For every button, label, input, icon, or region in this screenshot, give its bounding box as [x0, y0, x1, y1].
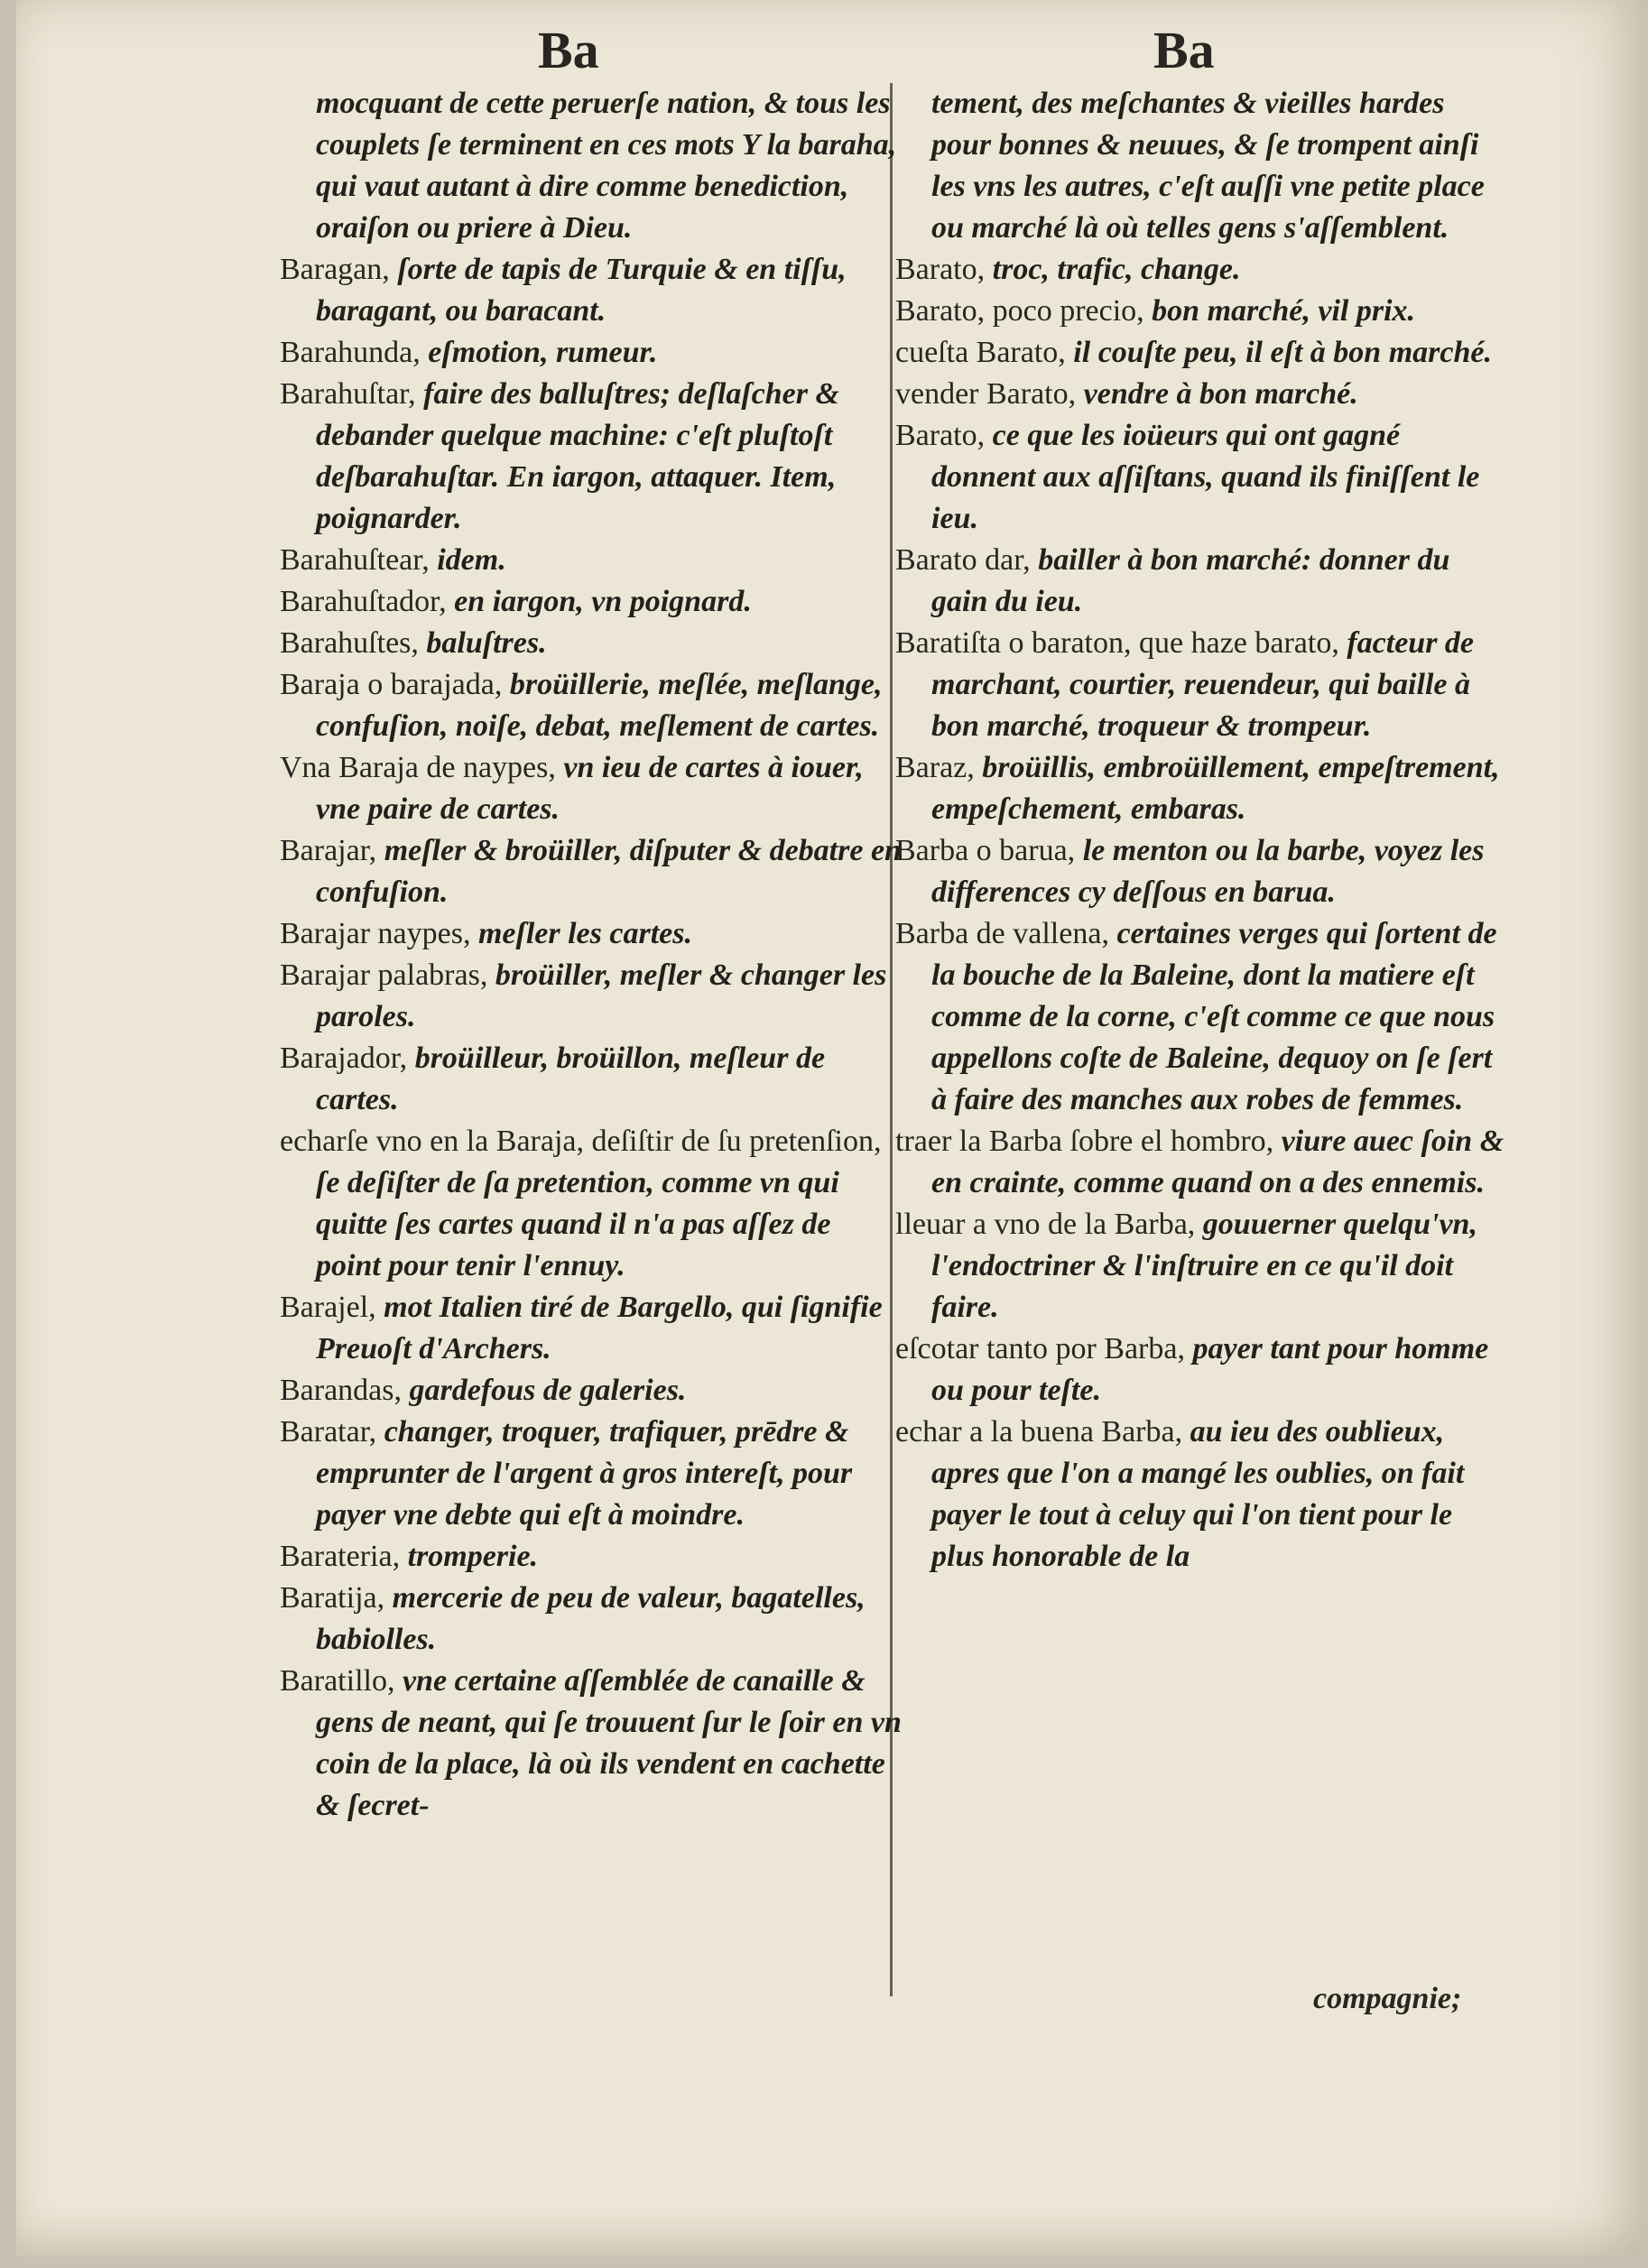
dictionary-entry	[280, 913, 903, 955]
entry-headword: Barahuſtear,	[280, 543, 430, 577]
entry-headword: vender Barato,	[895, 377, 1077, 411]
dictionary-entry	[895, 1328, 1509, 1412]
entry-definition: bailler à bon marché: donner du gain du ieu.	[931, 543, 1450, 618]
entry-definition: bon marché, vil prix.	[1152, 294, 1416, 328]
entry-definition: vne certaine aſſemblée de canaille & gens de neant, qui ſe trouuent ſur le ſoir en vn coin de la place, là où ils vendent en cachette & ſecret-	[316, 1664, 902, 1822]
entry-definition: meſler les cartes.	[477, 917, 692, 950]
entry-headword: Barateria,	[280, 1540, 401, 1573]
entry-definition: meſler & broüiller, diſputer & debatre en confuſion.	[316, 834, 902, 909]
dictionary-entry	[280, 540, 903, 581]
entry-definition: mot Italien tiré de Bargello, qui ſignifie Preuoſt d'Archers.	[316, 1291, 883, 1365]
entry-headword: Barato,	[895, 253, 986, 286]
entry-definition: au ieu des oublieux, apres que l'on a mangé les oublies, on fait payer le tout à celuy qui l'on tient pour le plus honorable de la	[931, 1415, 1465, 1573]
entry-headword: Barahuſtar,	[280, 377, 416, 411]
dictionary-entry	[280, 83, 903, 249]
dictionary-page	[16, 0, 1641, 2256]
entry-headword: eſcotar tanto por Barba,	[895, 1332, 1185, 1365]
entry-definition: troc, trafic, change.	[992, 253, 1241, 286]
dictionary-entry	[280, 1412, 903, 1536]
entry-headword: Barba de vallena,	[895, 917, 1109, 950]
right-column	[895, 83, 1509, 1578]
entry-headword: Barahuſtador,	[280, 585, 447, 618]
entry-definition: ſe deſiſter de ſa pretention, comme vn qui quitte ſes cartes quand il n'a pas aſſez de point pour tenir l'ennuy.	[316, 1166, 839, 1282]
dictionary-entry	[280, 581, 903, 623]
left-column	[280, 83, 903, 1827]
entry-definition: il couſte peu, il eſt à bon marché.	[1073, 336, 1492, 369]
dictionary-entry	[280, 332, 903, 374]
entry-definition: gardefous de galeries.	[409, 1374, 687, 1407]
entry-headword: cueſta Barato,	[895, 336, 1066, 369]
entry-definition: ce que les ioüeurs qui ont gagné donnent aux aſſiſtans, quand ils finiſſent le ieu.	[931, 419, 1480, 535]
entry-headword: Barajar,	[280, 834, 377, 867]
dictionary-entry	[280, 830, 903, 913]
entry-definition: broüillis, embroüillement, empeſtrement, empeſchement, embaras.	[931, 751, 1500, 826]
entry-definition: mercerie de peu de valeur, bagatelles, babiolles.	[316, 1581, 866, 1656]
dictionary-entry	[280, 374, 903, 540]
entry-headword: Barba o barua,	[895, 834, 1076, 867]
running-header-left: Ba	[538, 21, 599, 79]
entry-definition: le menton ou la barbe, voyez les differences cy deſſous en barua.	[931, 834, 1485, 909]
entry-definition: baluſtres.	[426, 626, 547, 660]
entry-headword: Barahunda,	[280, 336, 421, 369]
entry-definition: en iargon, vn poignard.	[454, 585, 752, 618]
dictionary-entry	[280, 1370, 903, 1412]
entry-definition: mocquant de cette peruerſe nation, & tous les couplets ſe terminent en ces mots Y la baraha, qui vaut autant à dire comme benediction, oraiſon ou priere à Dieu.	[316, 87, 897, 245]
dictionary-entry	[895, 415, 1509, 540]
entry-headword: Baragan,	[280, 253, 390, 286]
dictionary-entry	[895, 913, 1509, 1121]
dictionary-entry	[895, 747, 1509, 830]
dictionary-entry	[280, 249, 903, 332]
entry-headword: Baratiſta o baraton, que haze barato,	[895, 626, 1339, 660]
dictionary-entry	[280, 1536, 903, 1578]
dictionary-entry	[280, 1661, 903, 1827]
entry-definition: eſmotion, rumeur.	[428, 336, 658, 369]
entry-definition: vendre à bon marché.	[1083, 377, 1358, 411]
entry-headword: Baratar,	[280, 1415, 377, 1449]
entry-definition: broüillerie, meſlée, meſlange, confuſion, noiſe, debat, meſlement de cartes.	[316, 668, 883, 743]
entry-definition: payer tant pour homme ou pour teſte.	[931, 1332, 1489, 1407]
entry-headword: Vna Baraja de naypes,	[280, 751, 556, 784]
entry-definition: broüiller, meſler & changer les paroles.	[316, 958, 887, 1033]
entry-definition: idem.	[437, 543, 506, 577]
entry-headword: echar a la buena Barba,	[895, 1415, 1183, 1449]
running-header-right: Ba	[1153, 21, 1215, 79]
entry-definition: broüilleur, broüillon, meſleur de cartes.	[316, 1041, 826, 1116]
entry-headword: lleuar a vno de la Barba,	[895, 1208, 1196, 1241]
entry-headword: Baratija,	[280, 1581, 385, 1615]
entry-headword: Baraz,	[895, 751, 975, 784]
entry-definition: vn ieu de cartes à iouer, vne paire de cartes.	[316, 751, 864, 826]
entry-headword: Baratillo,	[280, 1664, 395, 1698]
entry-headword: Baraja o barajada,	[280, 668, 503, 701]
entry-definition: facteur de marchant, courtier, reuendeur, qui baille à bon marché, troqueur & trompeur.	[931, 626, 1475, 743]
entry-headword: Barato,	[895, 419, 986, 452]
dictionary-entry	[895, 1121, 1509, 1204]
entry-definition: viure auec ſoin & en crainte, comme quand on a des ennemis.	[931, 1125, 1504, 1199]
dictionary-entry	[280, 623, 903, 664]
dictionary-entry	[895, 540, 1509, 623]
entry-headword: Barato dar,	[895, 543, 1031, 577]
dictionary-entry	[895, 83, 1509, 249]
entry-headword: Barahuſtes,	[280, 626, 419, 660]
entry-definition: changer, troquer, trafiquer, prēdre & emprunter de l'argent à gros intereſt, pour payer vne debte qui eſt à moindre.	[316, 1415, 853, 1532]
entry-headword: Barajel,	[280, 1291, 376, 1324]
dictionary-entry	[895, 830, 1509, 913]
dictionary-entry	[895, 623, 1509, 747]
dictionary-entry	[895, 1412, 1509, 1578]
catchword: compagnie;	[1313, 1982, 1462, 2015]
entry-headword: echarſe vno en la Baraja, deſiſtir de ſu pretenſion,	[280, 1125, 882, 1158]
entry-definition: ſorte de tapis de Turquie & en tiſſu, baragant, ou baracant.	[316, 253, 847, 328]
entry-definition: certaines verges qui ſortent de la bouche de la Baleine, dont la matiere eſt comme de la corne, c'eſt comme ce que nous appellons coſte de Baleine, dequoy on ſe ſert à faire des manches aux robes de femmes.	[931, 917, 1497, 1116]
entry-headword: Barato, poco precio,	[895, 294, 1144, 328]
entry-definition: faire des balluſtres; deſlaſcher & debander quelque machine: c'eſt pluſtoſt deſbarahuſtar. En iargon, attaquer. Item, poignarder.	[316, 377, 839, 535]
dictionary-entry	[895, 291, 1509, 332]
entry-headword: Barajar palabras,	[280, 958, 488, 992]
dictionary-entry	[895, 374, 1509, 415]
dictionary-entry	[895, 249, 1509, 291]
entry-definition: tement, des meſchantes & vieilles hardes pour bonnes & neuues, & ſe trompent ainſi les vns les autres, c'eſt auſſi vne petite place ou marché là où telles gens s'aſſemblent.	[931, 87, 1485, 245]
dictionary-entry	[280, 955, 903, 1038]
dictionary-entry	[280, 1287, 903, 1370]
entry-headword: traer la Barba ſobre el hombro,	[895, 1125, 1274, 1158]
dictionary-entry	[895, 1204, 1509, 1328]
entry-headword: Barajar naypes,	[280, 917, 471, 950]
dictionary-entry	[280, 747, 903, 830]
entry-definition: tromperie.	[407, 1540, 539, 1573]
entry-headword: Barajador,	[280, 1041, 408, 1075]
dictionary-entry	[280, 1121, 903, 1287]
dictionary-entry	[280, 664, 903, 747]
dictionary-entry	[280, 1578, 903, 1661]
entry-headword: Barandas,	[280, 1374, 403, 1407]
entry-definition: gouuerner quelqu'vn, l'endoctriner & l'inſtruire en ce qu'il doit faire.	[931, 1208, 1477, 1324]
dictionary-entry	[280, 1038, 903, 1121]
dictionary-entry	[895, 332, 1509, 374]
